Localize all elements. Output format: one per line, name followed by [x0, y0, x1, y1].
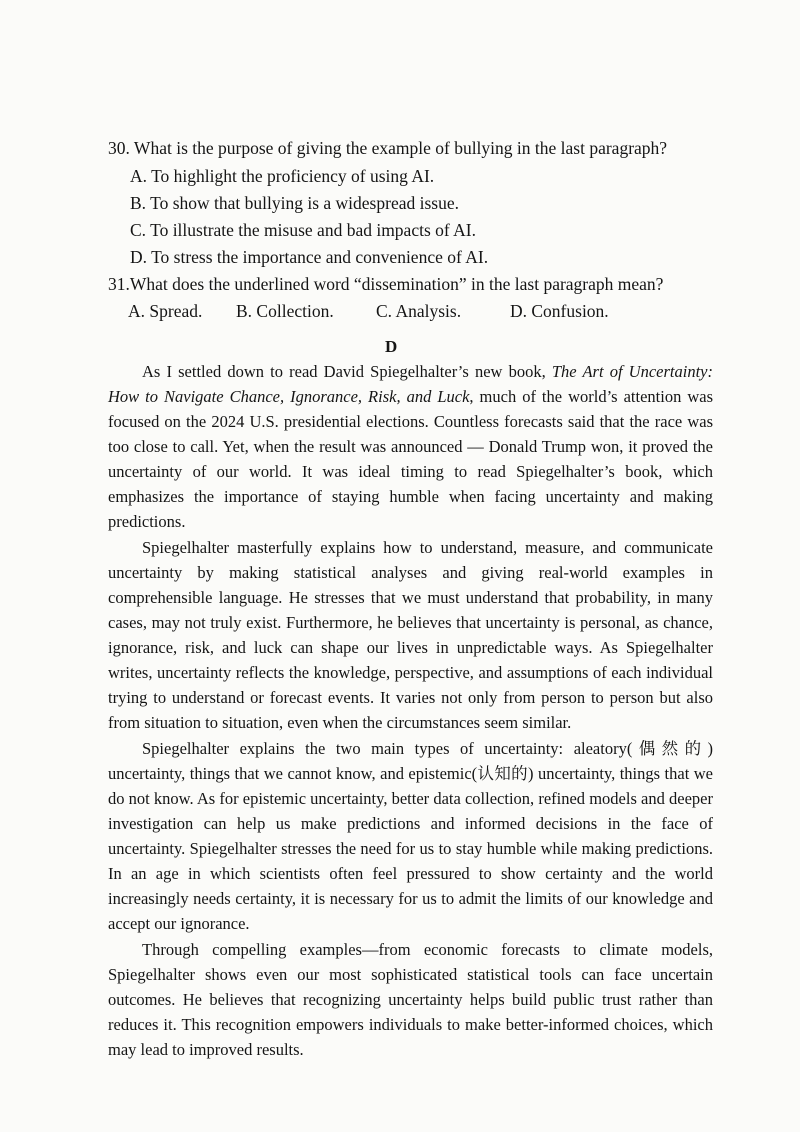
question-30-option-b: B. To show that bullying is a widespread issue.	[130, 193, 459, 213]
question-30-option-a: A. To highlight the proficiency of using AI.	[130, 166, 435, 186]
question-31-stem: 31.What does the underlined word “dissemination” in the last paragraph mean?	[108, 274, 664, 294]
question-30-option-c: C. To illustrate the misuse and bad impacts of AI.	[130, 220, 476, 240]
passage-paragraph-2: Spiegelhalter masterfully explains how to understand, measure, and communicate uncertainty by making statistical analyses and giving real-world examples in comprehensible language. He stresses that we must understand that probability, in many cases, may not truly exist. Furthermore, he believes that uncertainty is personal, as chance, ignorance, risk, and luck can shape our lives in unpredictable ways. As Spiegelhalter writes, uncertainty reflects the knowledge, perspective, and assumptions of each individual trying to understand or forecast events. It varies not only from person to person but also from situation to situation, even when the circumstances seem similar.	[108, 538, 713, 732]
passage-paragraph-4: Through compelling examples—from economic forecasts to climate models, Spiegelhalter shows even our most sophisticated statistical tools can face uncertain outcomes. He believes that recognizing uncertainty helps build public trust rather than reduces it. This recognition empowers individuals to make better-informed choices, which may lead to improved results.	[108, 940, 713, 1059]
paragraph-1-lead: As I settled down to read David Spiegelhalter’s new book,	[142, 362, 552, 381]
passage-paragraph-1	[108, 359, 713, 534]
question-31-option-d: D. Confusion.	[510, 301, 609, 321]
question-31-option-b: B. Collection.	[236, 301, 334, 321]
paragraph-1-rest: , much of the world’s attention was focused on the 2024 U.S. presidential elections. Countless forecasts said that the race was too close to call. Yet, when the result was announced — Donald Trump won, it proved the uncertainty of our world. It was ideal timing to read Spiegelhalter’s book, which emphasizes the importance of staying humble when facing uncertainty and making predictions.	[108, 387, 713, 531]
question-31-option-a: A. Spread.	[128, 301, 203, 321]
book-title: The Art of Uncertainty: How to Navigate Chance, Ignorance, Risk, and Luck	[108, 362, 713, 406]
question-30-option-d: D. To stress the importance and convenience of AI.	[130, 247, 489, 267]
passage-heading: D	[385, 337, 398, 356]
question-30-stem: 30. What is the purpose of giving the example of bullying in the last paragraph?	[108, 138, 668, 158]
passage-paragraph-3: Spiegelhalter explains the two main types of uncertainty: aleatory(偶然的) uncertainty, things that we cannot know, and epistemic(认知的) uncertainty, things that we do not know. As for epistemic uncertainty, better data collection, refined models and deeper investigation can help us make predictions and informed decisions in the face of uncertainty. Spiegelhalter stresses the need for us to stay humble while making predictions. In an age in which scientists often feel pressured to show certainty and the world increasingly needs certainty, it is necessary for us to admit the limits of our knowledge and accept our ignorance.	[108, 739, 713, 933]
question-31-option-c: C. Analysis.	[376, 301, 462, 321]
